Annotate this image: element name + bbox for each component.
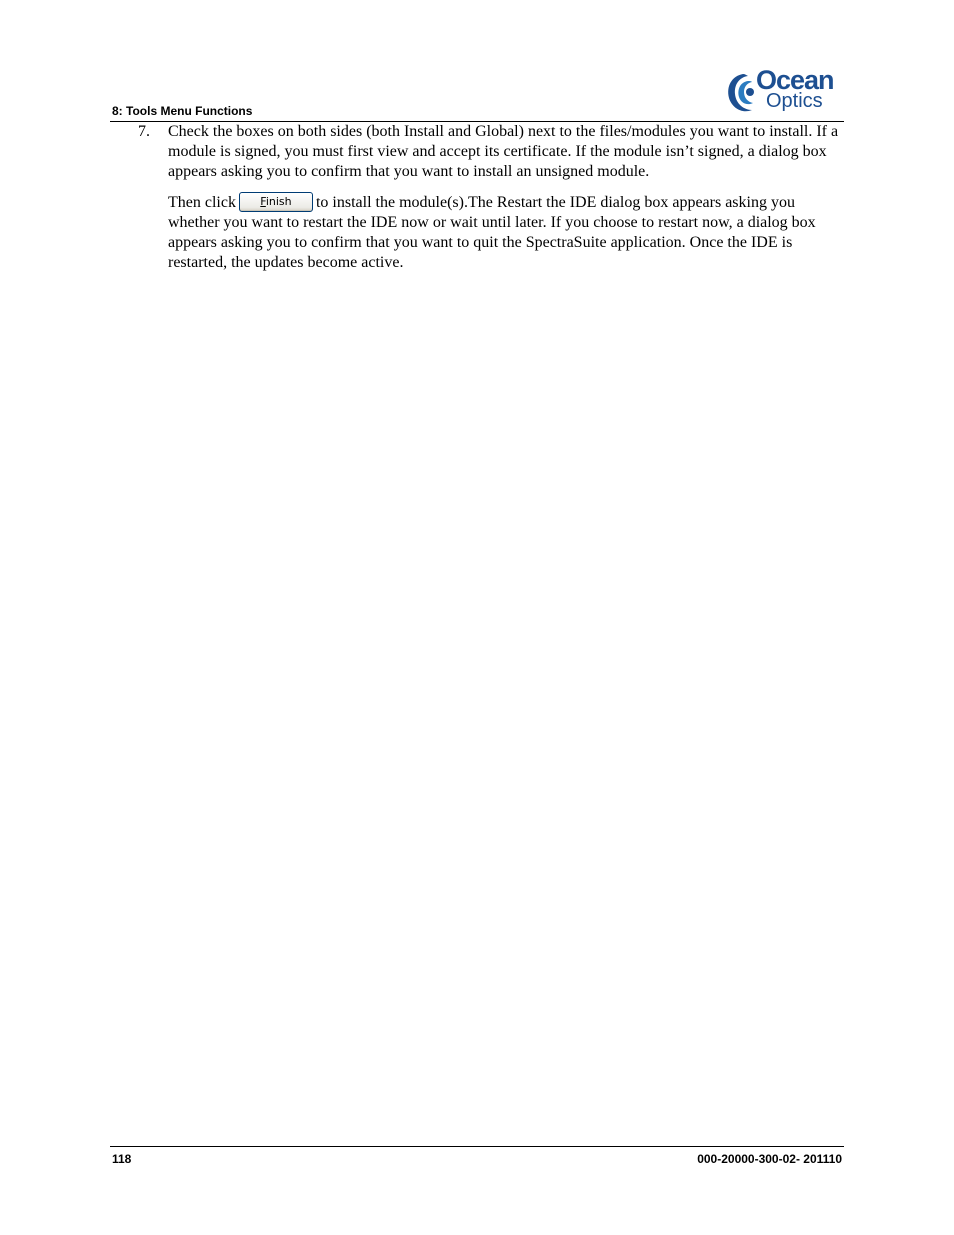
ocean-optics-logo xyxy=(726,65,844,116)
page-number: 118 xyxy=(112,1152,132,1166)
ocean-optics-logo-mark-icon xyxy=(726,72,760,114)
step-text-before-button: Then click xyxy=(168,194,236,211)
logo-word-ocean: Ocean xyxy=(756,65,834,95)
finish-button-mnemonic: F xyxy=(260,195,266,208)
footer-divider xyxy=(110,1146,844,1147)
document-number: 000-20000-300-02- 201110 xyxy=(697,1152,842,1166)
step-text-after-button: to install the module(s).The Restart the IDE dialog box appears asking you whether you want to restart the IDE now or wait until later. If you choose to restart now, a dialog box appears asking you to confirm that you want to quit the SpectraSuite application. Once the IDE is restarted, the updates become active. xyxy=(168,194,816,271)
logo-word-optics: Optics xyxy=(766,90,823,112)
step-body xyxy=(168,122,848,273)
step-paragraph-1: Check the boxes on both sides (both Install and Global) next to the files/modules you want to install. If a module is signed, you must first view and accept its certificate. If the module isn’t signed, a dialog box appears asking you to confirm that you want to install an unsigned module. xyxy=(168,123,839,180)
finish-button[interactable] xyxy=(239,192,313,212)
step-paragraph-2 xyxy=(168,192,848,273)
finish-button-label: inish xyxy=(265,195,292,208)
step-number: 7. xyxy=(138,123,150,140)
section-title: 8: Tools Menu Functions xyxy=(112,104,253,118)
